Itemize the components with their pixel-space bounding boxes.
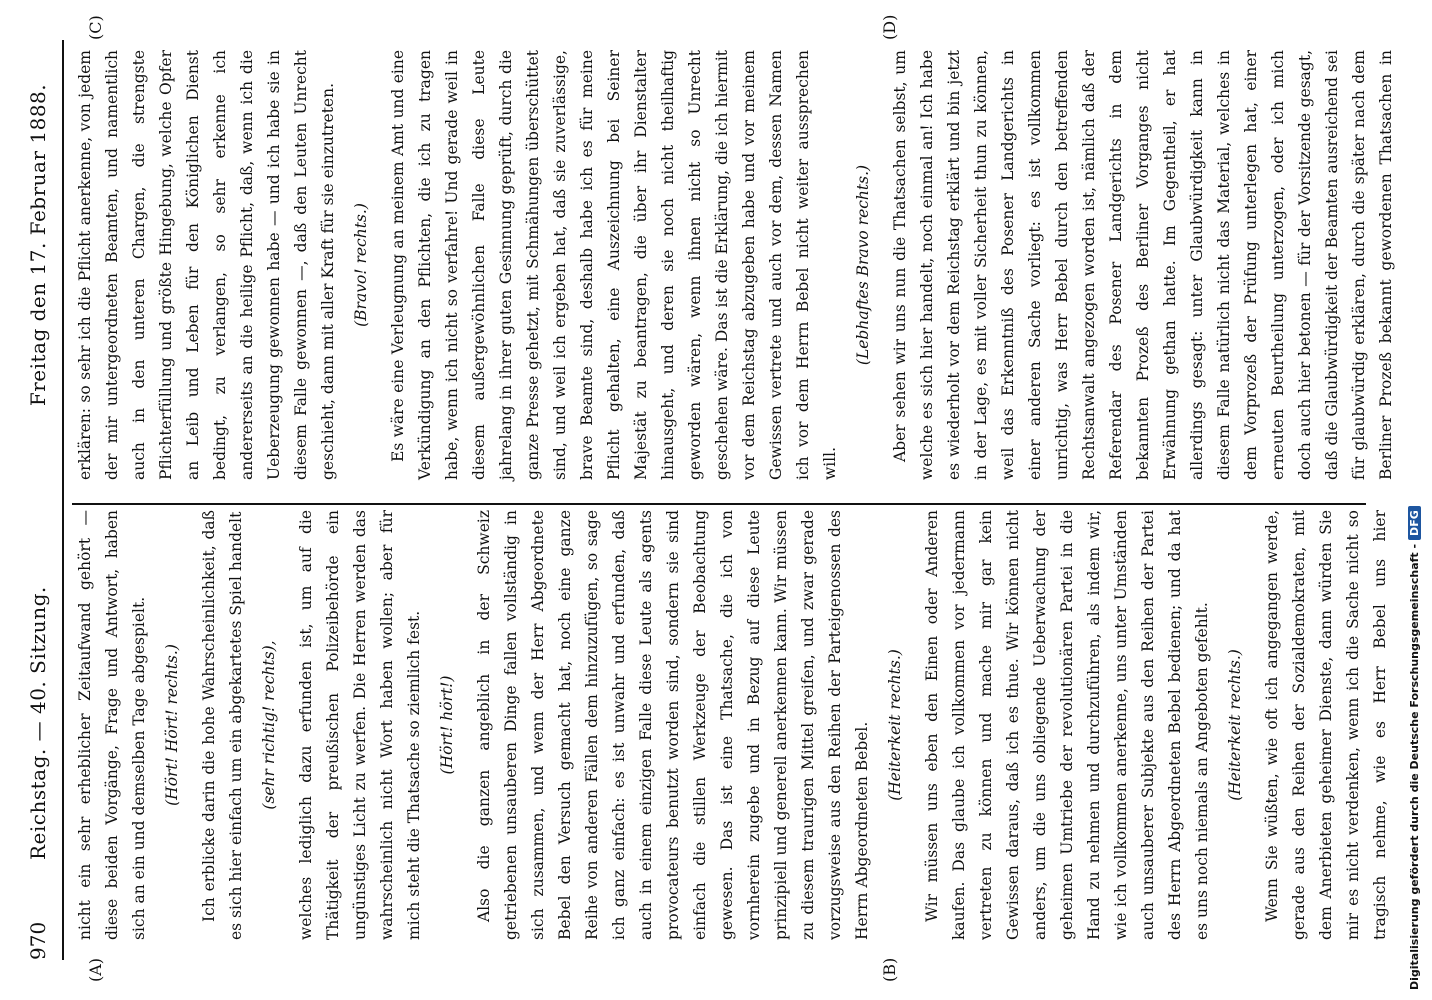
running-head: Reichstag. — 40. Sitzung. [26, 586, 50, 860]
stage-direction: (sehr richtig! rechts), [260, 640, 278, 810]
session-date: Freitag den 17. Februar 1888. [26, 83, 50, 407]
speech-paragraph: nicht ein sehr erheblicher Zeitaufwand gehört — diese beiden Vorgänge, Frage und Antwort, haben sich an ein und demselben Tage abgespielt. [76, 510, 148, 940]
page-number: 970 [26, 921, 50, 960]
stage-direction: (Bravo! rechts.) [352, 203, 370, 327]
margin-marker-a: (A) [86, 957, 105, 982]
margin-marker-b: (B) [880, 957, 899, 982]
page-header [18, 40, 58, 960]
credit-text: Digitalisierung gefördert durch die Deutsche Forschungsgemeinschaft - [1408, 543, 1421, 990]
speech-paragraph: Aber sehen wir uns nun die Thatsachen selbst, um welche es sich hier handelt, noch einmal an! Ich habe es wiederholt vor dem Reichstag erklärt und bin jetzt in der Lage, es mit voller Sicherheit thun zu können, weil das Erkenntniß des Posener Landgerichts in einer anderen Sache vorliegt: es ist vollkommen unrichtig, was Herr Bebel durch den betreffenden Rechtsanwalt angezogen worden ist, nämlich daß der Referendar des Posener Landgerichts in dem bekannten Prozeß des Berliner Vorganges nicht Erwähnung gethan hatte. Im Gegentheil, er hat allerdings gesagt: unter Glaubwürdigkeit kann in diesem Falle natürlich nicht das Material, welches in dem Vorprozeß der Prüfung unterlegen hat, einer erneuten Beurtheilung unterzogen, oder ich mich doch auch hier betonen — für der Vorsitzende gesagt, daß die Glaubwürdigkeit der Beamten ausreichend sei für glaubwürdig erklären, durch die später nach dem Berliner Prozeß bekannt gewordenen Thatsachen in [891, 50, 1395, 480]
stage-direction: (Heiterkeit rechts.) [1226, 649, 1244, 801]
right-column [72, 50, 1395, 480]
left-column [72, 510, 1389, 940]
stage-direction: (Heiterkeit rechts.) [886, 649, 904, 801]
speech-paragraph: erklären: so sehr ich die Pflicht anerkenne, von jedem der mir untergeordneten Beamten, und namentlich auch in den unteren Chargen, die strengste Pflichterfüllung und größte Hingebung, welche Opfer an Leib und Leben für den Königlichen Dienst bedingt, zu verlangen, so sehr erkenne ich andererseits an die heilige Pflicht, daß, wenn ich die Ueberzeugung gewonnen habe — und ich habe sie in diesem Falle gewonnen —, daß den Leuten Unrecht geschieht, dann mit aller Kraft für sie einzutreten. [76, 50, 337, 480]
header-rule [62, 40, 64, 960]
speech-paragraph: Also die ganzen angeblich in der Schweiz getriebenen unsauberen Dinge fallen vollständig in sich zusammen, und wenn der Herr Abgeordnete Bebel den Versuch gemacht hat, noch eine ganze Reihe von anderen Fällen dem hinzuzufügen, so sage ich ganz einfach: es ist unwahr und erfunden, daß auch in einem einzigen Falle diese Leute als agents provocateurs benutzt worden sind, sondern sie sind einfach die stillen Werkzeuge der Beobachtung gewesen. Das ist eine Thatsache, die ich von vornherein zugebe und in Bezug auf diese Leute prinzipiell und generell anerkennen kann. Wir müssen zu diesem traurigen Mittel greifen, und zwar gerade vorzugsweise aus den Reihen der Parteigenossen des Herrn Abgeordneten Bebel. [475, 510, 871, 940]
speech-paragraph: Es wäre eine Verleugnung an meinem Amt und eine Verkündigung an den Pflichten, die ich zu tragen habe, wenn ich nicht so verfahre! Und gerade weil in diesem außergewöhnlichen Falle diese Leute jahrelang in ihrer guten Gesinnung geprüft, durch die ganze Presse gehetzt, mit Schmähungen überschüttet sind, und weil ich ergeben hat, daß sie zuverlässige, brave Beamte sind, deshalb habe ich es für meine Pflicht gehalten, eine Auszeichnung bei Seiner Majestät zu beantragen, die über ihr Dienstalter hinausgeht, und deren sie noch nicht theilhaftig geworden wären, wenn ihnen nicht so Unrecht geschehen wäre. Das ist die Erklärung, die ich hiermit vor dem Reichstag abzugeben habe und vor meinem Gewissen vertrete und auch vor dem, dessen Namen ich vor dem Herrn Bebel nicht weiter aussprechen will. [389, 50, 839, 480]
speech-paragraph: Wenn Sie wüßten, wie oft ich angegangen werde, gerade aus den Reihen der Sozialdemokraten, mit dem Anerbieten geheimer Dienste, dann würden Sie mir es nicht verdenken, wenn ich die Sache nicht so tragisch nehme, wie es Herr Bebel uns hier [1263, 510, 1389, 940]
stage-direction: (Hört! Hört! rechts.) [163, 644, 181, 806]
speech-paragraph: Wir müssen uns eben den Einen oder Anderen kaufen. Das glaube ich vollkommen vor jedermann vertreten zu können und mache mir gar kein Gewissen daraus, daß ich es thue. Wir können nicht anders, um die uns obliegende Ueberwachung der geheimen Umtriebe der revolutionären Partei in die Hand zu nehmen und durchzuführen, als indem wir, wie ich vollkommen anerkenne, uns unter Umständen auch unsauberer Subjekte aus den Reihen der Partei des Herrn Abgeordneten Bebel bedienen; und da hat es uns noch niemals an Angeboten gefehlt. [923, 510, 1211, 940]
speech-paragraph: welches lediglich dazu erfunden ist, um auf die Thätigkeit der preußischen Polizeibehörde ein ungünstiges Licht zu werfen. Die Herren werden das wahrscheinlich nicht Wort haben wollen; aber für mich steht die Thatsache so ziemlich fest. [297, 510, 423, 940]
dfg-logo: DFG [1408, 506, 1421, 540]
digitization-credit [1408, 10, 1426, 990]
column-divider [72, 503, 1366, 505]
margin-marker-d: (D) [880, 14, 899, 40]
speech-paragraph: Ich erblicke darin die hohe Wahrscheinlichkeit, daß es sich hier einfach um ein abgekartetes Spiel handelt [200, 510, 245, 940]
stage-direction: (Lebhaftes Bravo rechts.) [854, 164, 872, 366]
stage-direction: (Hört! hört!) [438, 675, 456, 775]
margin-marker-c: (C) [86, 15, 105, 40]
